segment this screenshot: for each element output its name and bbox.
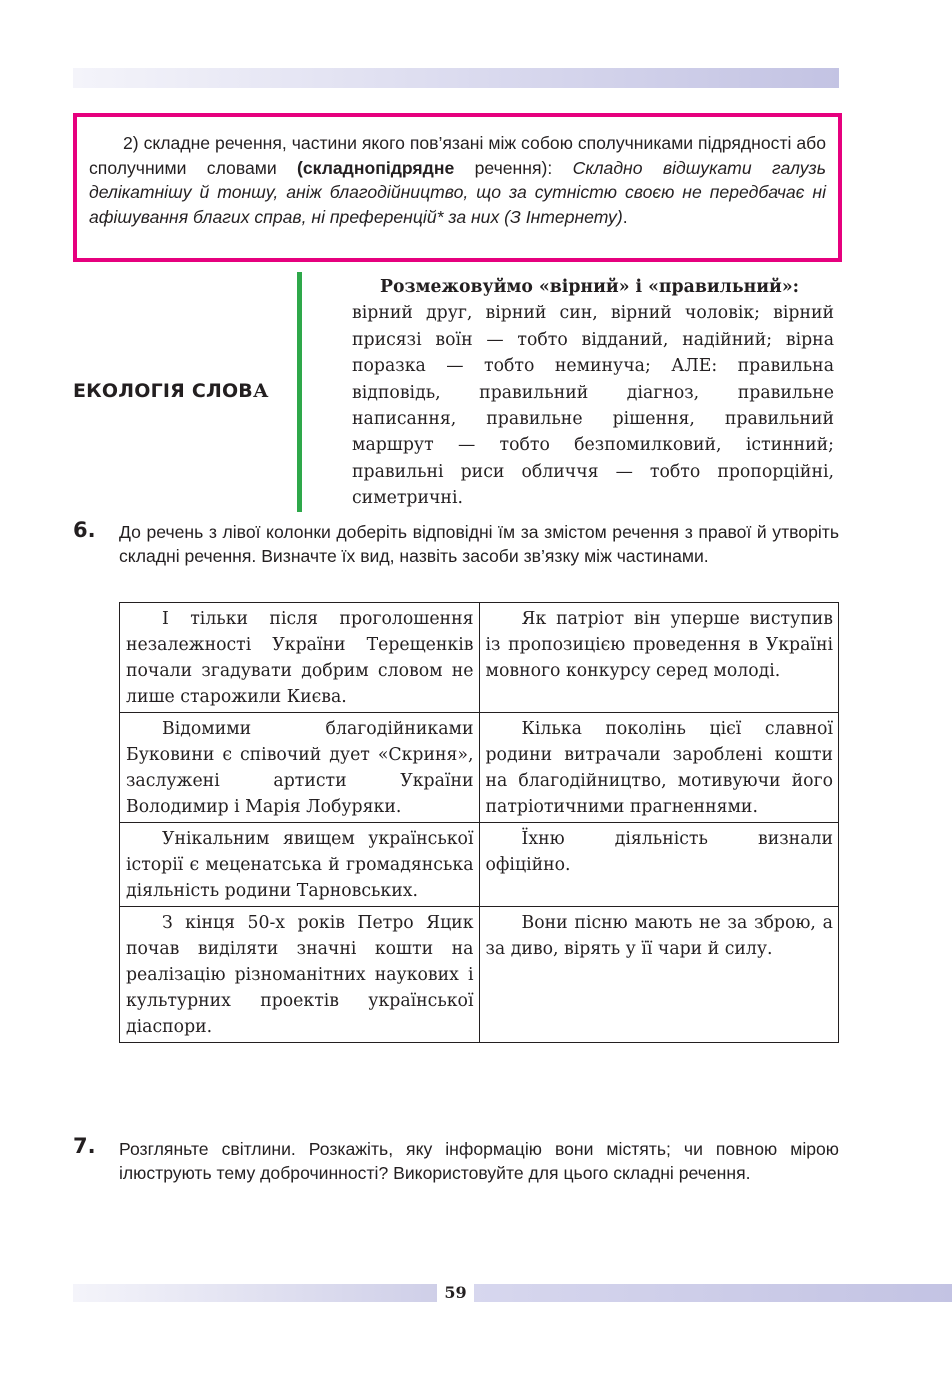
ecology-title-last: А xyxy=(252,380,269,402)
cell-text: І тільки після проголошення незалежності України Терещенків почали згадувати добрим словом не лише старожили Києва. xyxy=(126,609,474,707)
rule-paragraph xyxy=(89,131,826,229)
table-cell-left xyxy=(120,713,480,823)
task-7-text: Розгляньте світлини. Розкажіть, яку інформацію вони містять; чи повною мірою ілюструють тему доброчинності? Використовуйте для цього складні речення. xyxy=(119,1139,839,1183)
cell-text: Відомими благодійниками Буковини є співочий дует «Скриня», заслужені артисти України Володимир і Марія Лобуряки. xyxy=(126,719,474,817)
ecology-title xyxy=(73,380,288,402)
ecology-heading: Розмежовуймо «вірний» і «правильний»: xyxy=(380,277,800,297)
cell-text: Вони пісню мають не за зброю, а за диво, вірять у її чари й силу. xyxy=(485,913,833,959)
task-7-number: 7. xyxy=(73,1134,96,1158)
cell-text: З кінця 50-х років Петро Яцик почав виділяти значні кошти на реалізацію різноманітних наукових і культурних проектів української діаспори. xyxy=(126,913,474,1037)
rule-after-term: речення): xyxy=(454,157,573,178)
task-6-text: До речень з лівої колонки доберіть відповідні їм за змістом речення з правої й утворіть складні речення. Визначте їх вид, назвіть засоби зв’язку між частинами. xyxy=(119,522,839,566)
ecology-body: вірний друг, вірний син, вірний чоловік; вірний присязі воїн — тобто відданий, надійний; вірна поразка — тобто неминуча; АЛЕ: правильна відповідь, правильний діагноз, правильне написання, правильне рішення, правильний маршрут — тобто безпомилковий, істинний; правильні риси обличчя — тобто пропорційні, симетричні. xyxy=(352,303,834,509)
table-cell-right xyxy=(479,603,839,713)
cell-text: Як патріот він уперше виступив із пропозицією проведення в Україні мовного конкурсу серед молоді. xyxy=(485,609,833,681)
table-cell-right xyxy=(479,823,839,907)
table-row xyxy=(120,823,839,907)
ecology-title-main: ЕКОЛОГІЯ СЛОВ xyxy=(73,380,253,402)
table-cell-left xyxy=(120,603,480,713)
table-cell-left xyxy=(120,907,480,1043)
table-cell-left xyxy=(120,823,480,907)
header-decor-bar xyxy=(73,68,839,88)
cell-text: Їхню діяльність визнали офіційно. xyxy=(485,829,833,875)
ecology-divider xyxy=(297,272,302,512)
ecology-text xyxy=(352,274,834,512)
table-row xyxy=(120,713,839,823)
rule-bold-term: (складнопідрядне xyxy=(297,157,455,178)
cell-text: Кілька поколінь цієї славної родини витрачали зароблені кошти на благодійництво, мотивуючи його патріотичними прагненнями. xyxy=(485,719,833,817)
table-row xyxy=(120,907,839,1043)
rule-box xyxy=(73,113,842,262)
table-cell-right xyxy=(479,907,839,1043)
rule-end: . xyxy=(622,206,628,227)
rule-example: Складно відшукати галузь делікатнішу й тоншу, аніж благодійництво, що за сутністю своєю не передбачає ні афішування благих справ, ні преференцій* за них (З Інтернету) xyxy=(89,157,826,227)
cell-text: Унікальним явищем української історії є меценатська й громадянська діяльність родини Тарновських. xyxy=(126,829,474,901)
table-cell-right xyxy=(479,713,839,823)
page-number: 59 xyxy=(444,1283,467,1302)
rule-prefix: 2) складне речення, частини якого пов’язані між собою сполучниками підрядності або сполучними словами xyxy=(89,133,826,178)
sentence-table xyxy=(119,602,839,1043)
table-row xyxy=(120,603,839,713)
footer-decor-bar-right xyxy=(474,1284,952,1302)
task-6-number: 6. xyxy=(73,518,96,542)
footer-decor-bar-left xyxy=(73,1284,437,1302)
